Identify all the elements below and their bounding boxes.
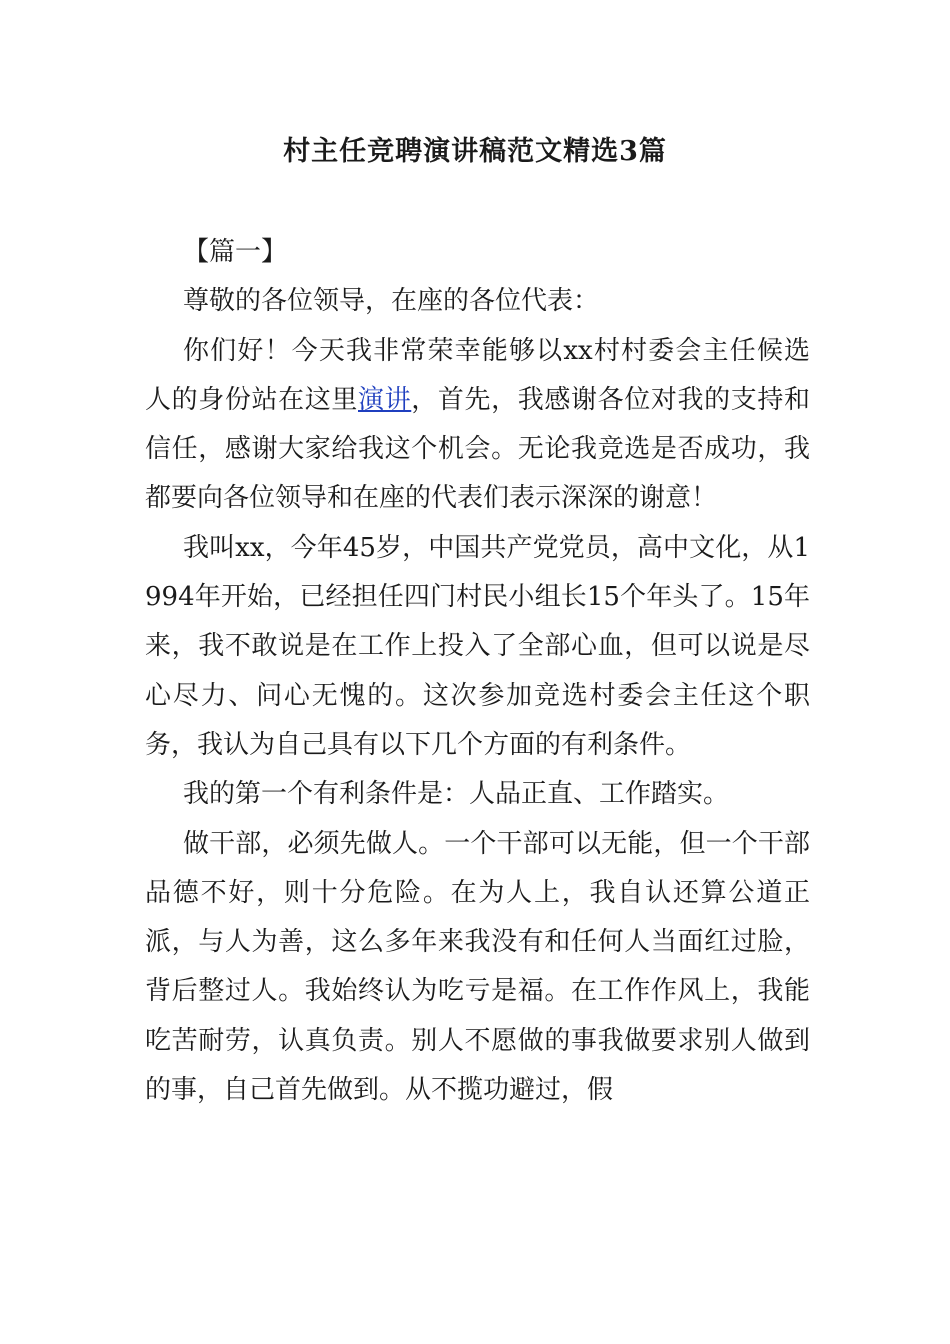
- paragraph-introduction: 我叫xx，今年45岁，中国共产党党员，高中文化，从1994年开始，已经担任四门村民小组长15个年头了。15年来，我不敢说是在工作上投入了全部心血，但可以说是尽心尽力、问心无愧的。这次参加竞选村委会主任这个职务，我认为自己具有以下几个方面的有利条件。: [145, 532, 810, 760]
- paragraph-first-condition: 我的第一个有利条件是：人品正直、工作踏实。: [183, 779, 730, 810]
- section-label: 【篇一】: [183, 237, 288, 267]
- paragraph-greeting: [145, 327, 810, 524]
- document-title: 村主任竞聘演讲稿范文精选3篇: [283, 136, 667, 167]
- document-body: [145, 228, 810, 1115]
- paragraph-greeting-text-end: ，首先，我感谢各位对我的支持和信任，感谢大家给我这个机会。无论我竞选是否成功，我都要向各位领导和在座的代表们表示深深的谢意！: [145, 384, 810, 514]
- paragraph-greeting-text-start: 你们好！今天我非常荣幸能够以xx村村委会主任候选人的身份站在这里: [145, 335, 810, 415]
- salutation: 尊敬的各位领导，在座的各位代表：: [183, 286, 600, 317]
- paragraph-integrity: 做干部，必须先做人。一个干部可以无能，但一个干部品德不好，则十分危险。在为人上，我自认还算公道正派，与人为善，这么多年来我没有和任何人当面红过脸，背后整过人。我始终认为吃亏是福。在工作作风上，我能吃苦耐劳，认真负责。别人不愿做的事我做要求别人做到的事，自己首先做到。从不揽功避过，假: [145, 828, 810, 1106]
- speech-link[interactable]: 演讲: [358, 384, 412, 415]
